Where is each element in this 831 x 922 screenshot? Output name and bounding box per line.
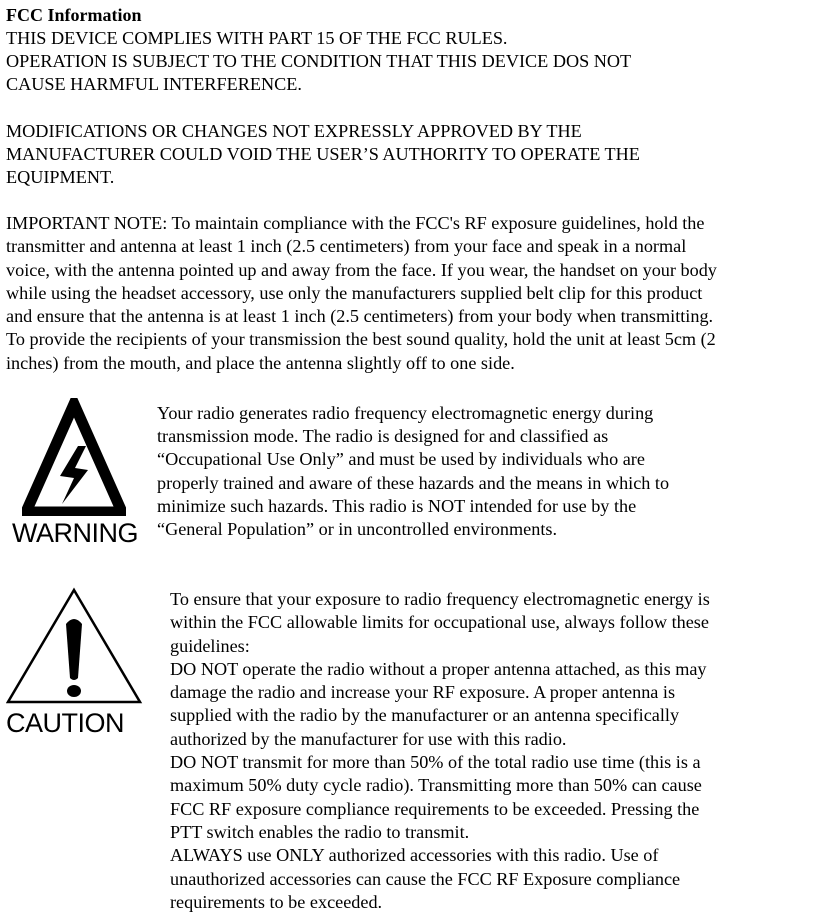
lightning-triangle-icon: [22, 398, 126, 516]
text-line: IMPORTANT NOTE: To maintain compliance with the FCC's RF exposure guidelines, hold the: [6, 213, 705, 233]
text-line: and ensure that the antenna is at least 1 inch (2.5 centimeters) from your body when transmitting.: [6, 306, 714, 327]
text-line: EQUIPMENT.: [6, 167, 115, 187]
text-line: Your radio generates radio frequency electromagnetic energy during: [157, 403, 654, 423]
text-line: ALWAYS use ONLY authorized accessories with this radio. Use of: [170, 845, 659, 866]
text-line: OPERATION IS SUBJECT TO THE CONDITION THAT THIS DEVICE DOS NOT: [6, 51, 632, 71]
text-line: transmission mode. The radio is designed for and classified as: [157, 426, 609, 447]
text-line: voice, with the antenna pointed up and away from the face. If you wear, the handset on your body: [6, 259, 717, 280]
text-line: “Occupational Use Only” and must be used by individuals who are: [157, 449, 645, 470]
warning-symbol: [8, 394, 138, 554]
text-line: THIS DEVICE COMPLIES WITH PART 15 OF THE FCC RULES.: [6, 28, 508, 48]
text-line: unauthorized accessories can cause the FCC RF Exposure compliance: [170, 868, 681, 889]
text-line: CAUSE HARMFUL INTERFERENCE.: [6, 74, 302, 94]
text-line: PTT switch enables the radio to transmit.: [170, 821, 470, 842]
text-line: MODIFICATIONS OR CHANGES NOT EXPRESSLY APPROVED BY THE: [6, 121, 582, 141]
text-line: transmitter and antenna at least 1 inch (2.5 centimeters) from your face and speak in a normal: [6, 236, 687, 257]
warning-label: WARNING: [12, 518, 138, 548]
important-note-paragraph: [6, 212, 717, 375]
text-line: while using the headset accessory, use only the manufacturers supplied belt clip for this product: [6, 282, 703, 303]
text-line: within the FCC allowable limits for occupational use, always follow these: [170, 612, 709, 633]
text-line: DO NOT operate the radio without a proper antenna attached, as this may: [170, 658, 707, 679]
compliance-paragraph: [6, 27, 631, 96]
caution-text: [170, 588, 710, 914]
warning-text: [157, 402, 669, 541]
page-title: FCC Information: [6, 5, 142, 25]
text-line: damage the radio and increase your RF exposure. A proper antenna is: [170, 682, 676, 703]
modifications-paragraph: [6, 120, 640, 189]
text-line: guidelines:: [170, 635, 250, 656]
text-line: supplied with the radio by the manufacturer or an antenna specifically: [170, 705, 680, 726]
text-line: “General Population” or in uncontrolled environments.: [157, 519, 558, 540]
text-line: To ensure that your exposure to radio frequency electromagnetic energy is: [170, 589, 710, 609]
text-line: maximum 50% duty cycle radio). Transmitting more than 50% can cause: [170, 775, 702, 796]
text-line: properly trained and aware of these hazards and the means in which to: [157, 472, 670, 493]
caution-symbol: [4, 584, 154, 744]
text-line: To provide the recipients of your transmission the best sound quality, hold the unit at least 5cm (2: [6, 329, 716, 350]
text-line: minimize such hazards. This radio is NOT intended for use by the: [157, 495, 637, 516]
exclamation-triangle-icon: [6, 584, 146, 706]
text-line: inches) from the mouth, and place the antenna slightly off to one side.: [6, 352, 515, 373]
text-line: requirements to be exceeded.: [170, 891, 383, 912]
text-line: authorized by the manufacturer for use with this radio.: [170, 728, 567, 749]
text-line: FCC RF exposure compliance requirements to be exceeded. Pressing the: [170, 798, 700, 819]
caution-label: CAUTION: [6, 708, 124, 738]
text-line: MANUFACTURER COULD VOID THE USER’S AUTHORITY TO OPERATE THE: [6, 144, 640, 164]
text-line: DO NOT transmit for more than 50% of the total radio use time (this is a: [170, 752, 701, 773]
